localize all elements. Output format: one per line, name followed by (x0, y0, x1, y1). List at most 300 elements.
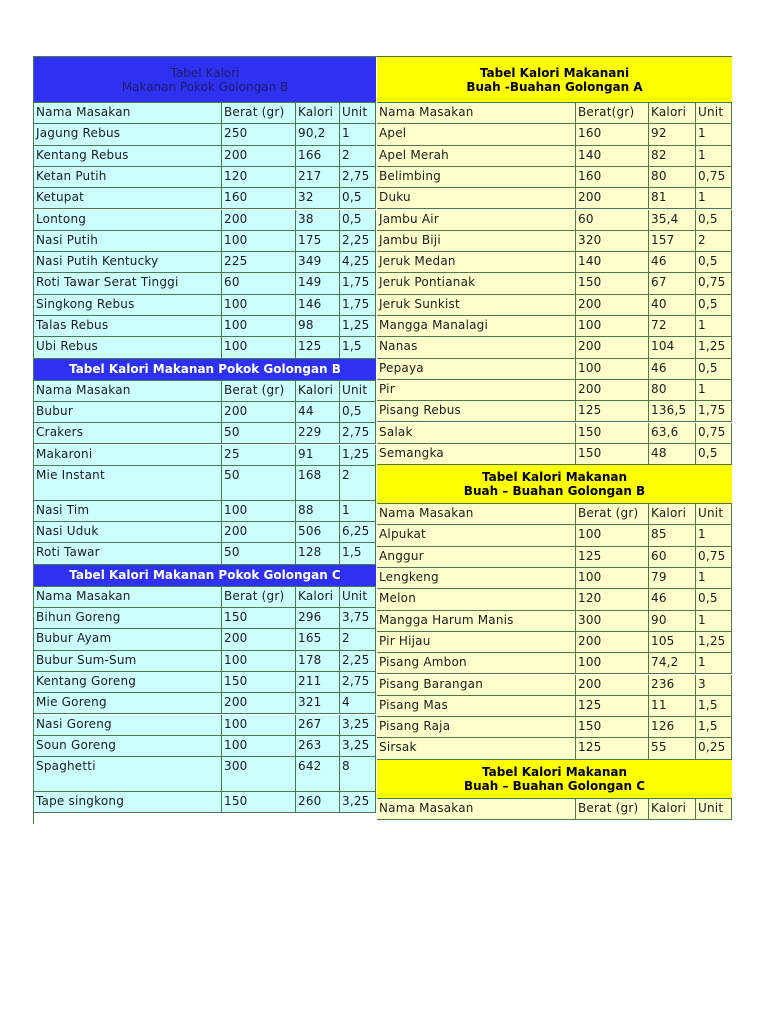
cell: 50 (222, 423, 296, 444)
cell: 260 (296, 792, 340, 813)
table-row (377, 188, 732, 209)
cell: Berat (gr) (576, 504, 649, 525)
cell: Kalori (296, 587, 340, 608)
cell: 1 (340, 124, 376, 145)
cell: 67 (649, 273, 696, 294)
table-row (34, 608, 376, 629)
table-row (34, 146, 376, 167)
cell: 0,5 (696, 589, 732, 610)
table-row (34, 651, 376, 672)
cell: 6,25 (340, 522, 376, 543)
cell: 225 (222, 252, 296, 273)
table-title-line: Buah -Buahan Golongan A (466, 79, 643, 94)
cell: 0,75 (696, 423, 732, 444)
cell: 120 (576, 589, 649, 610)
table-title-makanan-pokok-1 (34, 359, 376, 381)
cell: 146 (296, 295, 340, 316)
cell: 200 (576, 675, 649, 696)
cell: 166 (296, 146, 340, 167)
table-row (377, 231, 732, 252)
cell: Singkong Rebus (34, 295, 222, 316)
cell: 0,5 (696, 210, 732, 231)
cell: 200 (222, 146, 296, 167)
table-row (377, 444, 732, 465)
cell: 105 (649, 632, 696, 653)
cell: 0,5 (696, 444, 732, 465)
cell: Sirsak (377, 738, 576, 759)
cell: 100 (222, 337, 296, 358)
cell: 125 (576, 401, 649, 422)
cell: Kalori (649, 504, 696, 525)
table-header-row (34, 103, 376, 124)
cell: 80 (649, 380, 696, 401)
table-title-line: Tabel Kalori (170, 65, 240, 80)
cell: Berat (gr) (222, 103, 296, 124)
cell: 2 (340, 629, 376, 650)
table-row (34, 466, 376, 501)
table-row (34, 672, 376, 693)
table-row (377, 210, 732, 231)
cell: Jagung Rebus (34, 124, 222, 145)
cell: Jambu Air (377, 210, 576, 231)
table-row (34, 757, 376, 792)
cell: 90 (649, 611, 696, 632)
cell: Apel Merah (377, 146, 576, 167)
cell: 100 (576, 568, 649, 589)
cell: Jeruk Sunkist (377, 295, 576, 316)
cell: 38 (296, 210, 340, 231)
table-title-line: Tabel Kalori Makanan Pokok Golongan C (69, 568, 341, 583)
cell: 100 (222, 231, 296, 252)
cell: 1 (340, 501, 376, 522)
cell: 44 (296, 402, 340, 423)
cell: 140 (576, 252, 649, 273)
table-row (34, 252, 376, 273)
cell: 200 (576, 632, 649, 653)
table-row (34, 124, 376, 145)
cell: Kalori (649, 799, 696, 820)
cell: 200 (222, 693, 296, 714)
table-row (34, 337, 376, 358)
cell: 200 (222, 522, 296, 543)
cell: 1,75 (696, 401, 732, 422)
cell: 0,75 (696, 167, 732, 188)
cell: 100 (222, 651, 296, 672)
cell: 88 (296, 501, 340, 522)
cell: Makaroni (34, 445, 222, 466)
calorie-tables-sheet (33, 56, 732, 824)
cell: Pisang Ambon (377, 653, 576, 674)
cell: Jambu Biji (377, 231, 576, 252)
cell: Nanas (377, 337, 576, 358)
cell: 200 (222, 402, 296, 423)
cell: Lengkeng (377, 568, 576, 589)
cell: Berat (gr) (576, 799, 649, 820)
cell: 1,5 (340, 337, 376, 358)
cell: 136,5 (649, 401, 696, 422)
cell: 150 (222, 792, 296, 813)
cell: 2 (696, 231, 732, 252)
cell: 100 (576, 359, 649, 380)
cell: 140 (576, 146, 649, 167)
table-row (34, 402, 376, 423)
cell: 1,5 (696, 717, 732, 738)
cell: 200 (222, 629, 296, 650)
cell: 125 (576, 696, 649, 717)
table-row (34, 445, 376, 466)
cell: Kalori (296, 381, 340, 402)
cell: 200 (222, 210, 296, 231)
cell: 100 (222, 501, 296, 522)
cell: 50 (222, 466, 296, 501)
cell: 0,5 (340, 210, 376, 231)
cell: Kalori (296, 103, 340, 124)
cell: 229 (296, 423, 340, 444)
cell: Anggur (377, 547, 576, 568)
cell: 92 (649, 124, 696, 145)
cell: 25 (222, 445, 296, 466)
cell: 82 (649, 146, 696, 167)
cell: Kalori (649, 103, 696, 124)
cell: 300 (222, 757, 296, 792)
cell: 79 (649, 568, 696, 589)
cell: Nasi Goreng (34, 715, 222, 736)
cell: 150 (576, 444, 649, 465)
table-row (377, 738, 732, 759)
cell: 0,5 (340, 402, 376, 423)
table-row (34, 792, 376, 813)
table-title-line: Tabel Kalori Makanan (481, 470, 628, 485)
cell: 3 (696, 675, 732, 696)
cell: Unit (696, 799, 732, 820)
table-row (34, 693, 376, 714)
table-row (377, 401, 732, 422)
cell: Alpukat (377, 525, 576, 546)
cell: 2,75 (340, 167, 376, 188)
cell: Nama Masakan (34, 103, 222, 124)
table-row (377, 632, 732, 653)
table-row (34, 501, 376, 522)
cell: Pisang Raja (377, 717, 576, 738)
cell: Unit (340, 381, 376, 402)
cell: Pisang Rebus (377, 401, 576, 422)
cell: 178 (296, 651, 340, 672)
cell: 1 (696, 316, 732, 337)
cell: 81 (649, 188, 696, 209)
cell: 125 (576, 738, 649, 759)
cell: 0,75 (696, 547, 732, 568)
table-row (377, 295, 732, 316)
cell: 32 (296, 188, 340, 209)
cell: 1,25 (696, 337, 732, 358)
table-row (377, 696, 732, 717)
cell: 120 (222, 167, 296, 188)
table-row (377, 589, 732, 610)
cell: 1 (696, 188, 732, 209)
cell: 160 (576, 167, 649, 188)
cell: 46 (649, 359, 696, 380)
cell: 100 (576, 653, 649, 674)
cell: Melon (377, 589, 576, 610)
cell: 100 (576, 525, 649, 546)
cell: Ketan Putih (34, 167, 222, 188)
table-row (34, 231, 376, 252)
cell: 1,5 (696, 696, 732, 717)
cell: 80 (649, 167, 696, 188)
table-title-line: Buah – Buahan Golongan B (463, 484, 646, 499)
cell: 60 (576, 210, 649, 231)
cell: 175 (296, 231, 340, 252)
cell: Roti Tawar (34, 543, 222, 564)
cell: 90,2 (296, 124, 340, 145)
cell: 1 (696, 611, 732, 632)
table-title-line: Tabel Kalori Makanan (481, 764, 628, 779)
cell: 48 (649, 444, 696, 465)
cell: Tape singkong (34, 792, 222, 813)
table-row (377, 423, 732, 444)
table-title-line: Makanan Pokok Golongan B (121, 79, 289, 94)
table-row (377, 525, 732, 546)
table-title-makanan-pokok-b-1 (34, 57, 376, 103)
cell: 100 (222, 736, 296, 757)
cell: 642 (296, 757, 340, 792)
cell: Unit (696, 504, 732, 525)
cell: Nasi Uduk (34, 522, 222, 543)
cell: 200 (576, 295, 649, 316)
cell: 0,5 (696, 295, 732, 316)
cell: 250 (222, 124, 296, 145)
cell: Bubur Sum-Sum (34, 651, 222, 672)
cell: 128 (296, 543, 340, 564)
cell: Roti Tawar Serat Tinggi (34, 273, 222, 294)
cell: 1,5 (340, 543, 376, 564)
cell: Ketupat (34, 188, 222, 209)
cell: 263 (296, 736, 340, 757)
cell: 200 (576, 188, 649, 209)
cell: 150 (222, 608, 296, 629)
cell: Belimbing (377, 167, 576, 188)
cell: Mangga Manalagi (377, 316, 576, 337)
table-row (377, 717, 732, 738)
cell: 60 (649, 547, 696, 568)
cell: Berat (gr) (222, 381, 296, 402)
cell: Pir Hijau (377, 632, 576, 653)
table-title-line: Buah – Buahan Golongan C (463, 778, 646, 793)
cell: Nama Masakan (377, 799, 576, 820)
cell: 1 (696, 525, 732, 546)
cell: 150 (576, 423, 649, 444)
table-row (34, 273, 376, 294)
cell: Unit (340, 103, 376, 124)
cell: Kentang Goreng (34, 672, 222, 693)
table-title-line: Tabel Kalori Makanan Pokok Golongan B (69, 362, 341, 377)
cell: Soun Goreng (34, 736, 222, 757)
cell: Pisang Mas (377, 696, 576, 717)
cell: Lontong (34, 210, 222, 231)
cell: Nama Masakan (34, 381, 222, 402)
cell: 3,25 (340, 736, 376, 757)
cell: 46 (649, 252, 696, 273)
table-row (34, 736, 376, 757)
table-row (34, 629, 376, 650)
cell: 63,6 (649, 423, 696, 444)
cell: Salak (377, 423, 576, 444)
table-row (377, 675, 732, 696)
table-row (34, 167, 376, 188)
cell: 3,75 (340, 608, 376, 629)
table-row (377, 568, 732, 589)
cell: 165 (296, 629, 340, 650)
cell: 100 (222, 295, 296, 316)
table-row (377, 337, 732, 358)
table-title-buah-0 (377, 57, 732, 103)
table-row (377, 167, 732, 188)
cell: 321 (296, 693, 340, 714)
cell: Pepaya (377, 359, 576, 380)
cell: 0,25 (696, 738, 732, 759)
cell: 125 (296, 337, 340, 358)
cell: Mie Instant (34, 466, 222, 501)
cell: Talas Rebus (34, 316, 222, 337)
cell: 236 (649, 675, 696, 696)
cell: 200 (576, 337, 649, 358)
cell: 100 (222, 715, 296, 736)
cell: Bihun Goreng (34, 608, 222, 629)
cell: Nama Masakan (377, 504, 576, 525)
cell: 0,75 (696, 273, 732, 294)
cell: 217 (296, 167, 340, 188)
cell: 168 (296, 466, 340, 501)
cell: 40 (649, 295, 696, 316)
cell: Jeruk Pontianak (377, 273, 576, 294)
cell: Spaghetti (34, 757, 222, 792)
table-row (34, 715, 376, 736)
cell: 2,25 (340, 231, 376, 252)
cell: Mie Goreng (34, 693, 222, 714)
cell: 150 (222, 672, 296, 693)
cell: Nasi Putih (34, 231, 222, 252)
cell: 2,75 (340, 672, 376, 693)
cell: Unit (696, 103, 732, 124)
cell: 1 (696, 146, 732, 167)
cell: 2 (340, 146, 376, 167)
table-row (34, 522, 376, 543)
cell: 46 (649, 589, 696, 610)
cell: Duku (377, 188, 576, 209)
cell: 74,2 (649, 653, 696, 674)
cell: 1,25 (340, 445, 376, 466)
cell: Ubi Rebus (34, 337, 222, 358)
cell: 4 (340, 693, 376, 714)
table-row (377, 252, 732, 273)
cell: 296 (296, 608, 340, 629)
table-row (34, 295, 376, 316)
cell: 50 (222, 543, 296, 564)
table-row (377, 380, 732, 401)
cell: 0,5 (696, 252, 732, 273)
cell: 1,25 (696, 632, 732, 653)
table-title-buah-2 (377, 760, 732, 799)
cell: Jeruk Medan (377, 252, 576, 273)
table-header-row (34, 587, 376, 608)
cell: Nasi Putih Kentucky (34, 252, 222, 273)
table-header-row (377, 799, 732, 820)
table-row (377, 359, 732, 380)
cell: 2 (340, 466, 376, 501)
cell: 149 (296, 273, 340, 294)
table-header-row (377, 103, 732, 124)
cell: 200 (576, 380, 649, 401)
cell: Nasi Tim (34, 501, 222, 522)
cell: 160 (222, 188, 296, 209)
cell: 211 (296, 672, 340, 693)
cell: 60 (222, 273, 296, 294)
cell: 1,75 (340, 295, 376, 316)
table-header-row (377, 504, 732, 525)
cell: 150 (576, 717, 649, 738)
table-row (34, 316, 376, 337)
cell: 72 (649, 316, 696, 337)
cell: 349 (296, 252, 340, 273)
cell: 267 (296, 715, 340, 736)
table-row (377, 124, 732, 145)
cell: Berat (gr) (222, 587, 296, 608)
cell: Pir (377, 380, 576, 401)
cell: 8 (340, 757, 376, 792)
cell: 98 (296, 316, 340, 337)
cell: 3,25 (340, 792, 376, 813)
cell: Nama Masakan (34, 587, 222, 608)
table-row (377, 611, 732, 632)
cell: 2,75 (340, 423, 376, 444)
cell: Semangka (377, 444, 576, 465)
cell: Apel (377, 124, 576, 145)
cell: 300 (576, 611, 649, 632)
table-title-makanan-pokok-2 (34, 565, 376, 587)
table-row (34, 423, 376, 444)
cell: Unit (340, 587, 376, 608)
cell: 160 (576, 124, 649, 145)
table-row (34, 188, 376, 209)
table-row (377, 653, 732, 674)
table-title-line: Tabel Kalori Makanani (479, 65, 630, 80)
cell: 104 (649, 337, 696, 358)
cell: Berat(gr) (576, 103, 649, 124)
cell: 157 (649, 231, 696, 252)
table-row (34, 210, 376, 231)
table-row (377, 146, 732, 167)
cell: 35,4 (649, 210, 696, 231)
table-row (377, 547, 732, 568)
cell: Crakers (34, 423, 222, 444)
cell: 320 (576, 231, 649, 252)
cell: 2,25 (340, 651, 376, 672)
cell: 11 (649, 696, 696, 717)
cell: 126 (649, 717, 696, 738)
cell: 85 (649, 525, 696, 546)
cell: Mangga Harum Manis (377, 611, 576, 632)
cell: 3,25 (340, 715, 376, 736)
table-row (34, 543, 376, 564)
cell: 1 (696, 568, 732, 589)
cell: 0,5 (340, 188, 376, 209)
cell: 1,25 (340, 316, 376, 337)
table-title-buah-1 (377, 465, 732, 504)
cell: Bubur (34, 402, 222, 423)
table-row (377, 273, 732, 294)
cell: Kentang Rebus (34, 146, 222, 167)
cell: Pisang Barangan (377, 675, 576, 696)
